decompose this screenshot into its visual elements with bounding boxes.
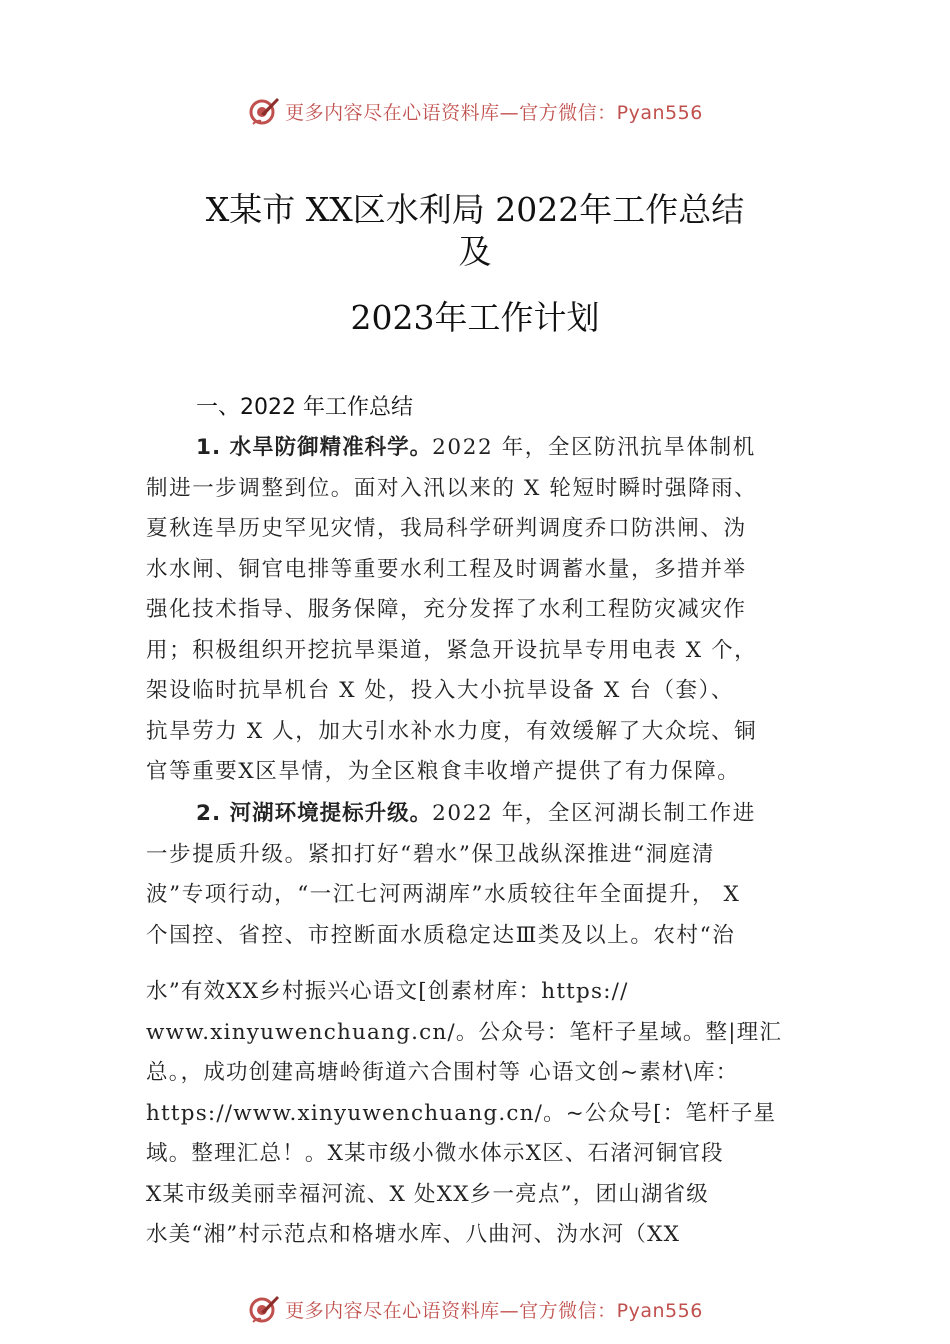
paragraph-line: 官等重要X区旱情，为全区粮食丰收增产提供了有力保障。 [146,759,741,784]
item-number: 1. [196,435,230,460]
item-bold-title: 河湖环境提标升级。 [229,801,433,826]
paragraph-line: 域。整理汇总！。X某市级小微水体示X区、石渚河铜官段 [146,1141,724,1166]
paragraph-line [146,428,810,469]
item-number: 2. [196,801,230,826]
paragraph-line: 架设临时抗旱机台 X 处，投入大小抗旱设备 X 台（套）、 [146,678,735,703]
paragraph-line: 一步提质升级。紧扣打好“碧水”保卫战纵深推进“洞庭清 [146,841,716,867]
paragraph-line: 总。，成功创建高塘岭街道六合围村等 心语文创~素材\库： [146,1060,739,1085]
paragraph-line: 水”有效XX乡村振兴心语文[创素材库：https:// [146,979,629,1004]
paragraph-line: 强化技术指导、服务保障，充分发挥了水利工程防灾减灾作 [146,597,747,622]
paragraph-line: X某市级美丽幸福河流、X 处XX乡一亮点”，团山湖省级 [146,1181,709,1207]
paragraph-line [146,794,810,835]
paragraph-line: 水水闸、铜官电排等重要水利工程及时调蓄水量，多措并举 [146,556,747,582]
paragraph-item-1 [146,428,810,793]
watermark-text: 更多内容尽在心语资料库—官方微信：Pyan556 [285,101,703,124]
paragraph-line: 个国控、省控、市控断面水质稳定达Ⅲ类及以上。农村“治 [146,922,736,948]
watermark-text: 更多内容尽在心语资料库—官方微信：Pyan556 [285,1299,703,1322]
header-watermark [0,94,950,128]
paragraph-line: 夏秋连旱历史罕见灾情，我局科学研判调度乔口防洪闸、沩 [146,516,747,541]
paragraph-text: 2022 年，全区河湖长制工作进 [432,801,756,826]
document-title-line-2: 及 [458,232,492,271]
paragraph-line: 用；积极组织开挖抗旱渠道，紧急开设抗旱专用电表 X 个， [146,637,758,663]
document-title-line-3: 2023年工作计划 [350,298,600,337]
section-heading: 一、2022 年工作总结 [196,395,413,420]
document-title-line-1: X某市 XX区水利局 2022年工作总结 [205,190,745,229]
paragraph-text: 2022 年，全区防汛抗旱体制机 [432,435,756,460]
paragraph-line: www.xinyuwenchuang.cn/。公众号：笔杆子星域。整|理汇 [146,1019,783,1045]
paragraph-line: 波”专项行动，“一江七河两湖库”水质较往年全面提升， X [146,882,741,907]
footer-watermark [0,1292,950,1326]
quill-logo-icon [247,1292,281,1326]
paragraph-line: 水美“湘”村示范点和格塘水库、八曲河、沩水河（XX [146,1222,681,1247]
quill-logo-icon [247,94,281,128]
paragraph-item-2-continued [146,972,810,1256]
item-bold-title: 水旱防御精准科学。 [229,435,433,460]
paragraph-item-2 [146,794,810,956]
paragraph-line: https://www.xinyuwenchuang.cn/。~公众号[：笔杆子星 [146,1100,777,1126]
paragraph-line: 制进一步调整到位。面对入汛以来的 X 轮短时瞬时强降雨、 [146,475,758,501]
paragraph-line: 抗旱劳力 X 人，加大引水补水力度，有效缓解了大众垸、铜 [146,718,758,744]
